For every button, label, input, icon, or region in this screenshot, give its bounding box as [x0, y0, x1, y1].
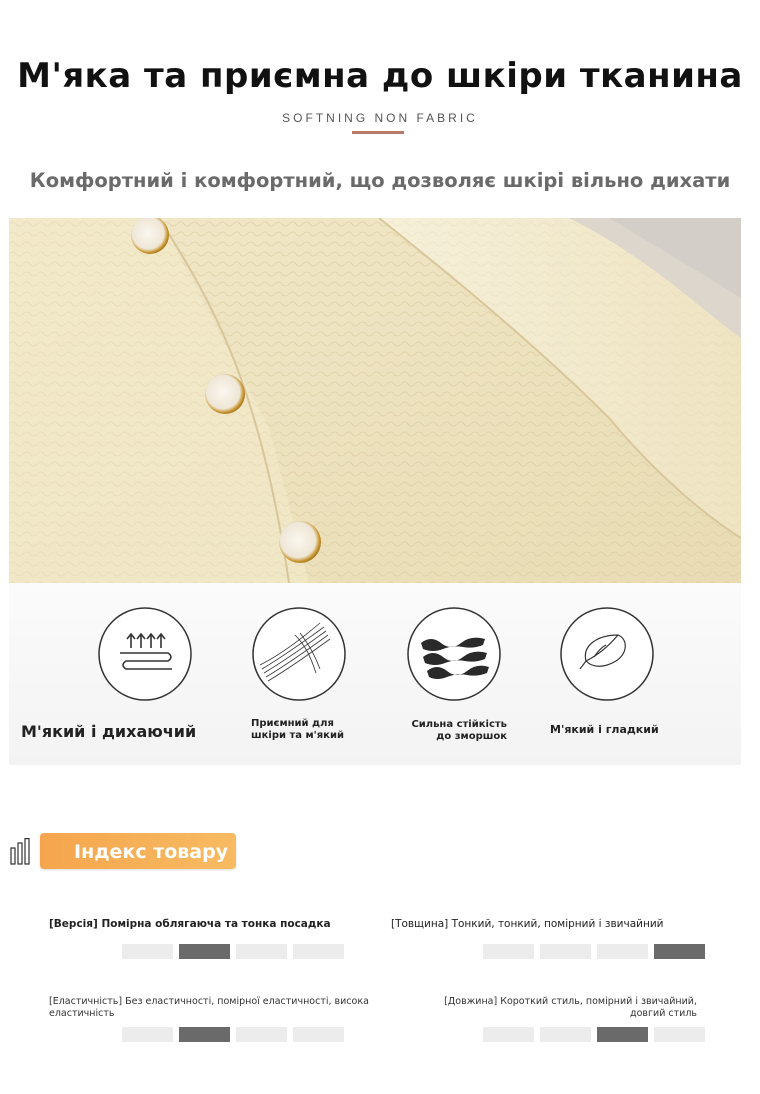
feature-label: Сильна стійкість до зморшок — [411, 719, 507, 742]
index-label-length: [Довжина] Короткий стиль, помірний і звичайний, довгий стиль — [444, 996, 697, 1019]
feature-label: М'який і гладкий — [550, 723, 659, 736]
scale-segment — [293, 944, 344, 959]
scale-segment — [597, 944, 648, 959]
scale-segment-selected — [179, 944, 230, 959]
feature-label: М'який і дихаючий — [21, 722, 197, 741]
bar-chart-icon — [10, 838, 32, 866]
fabric-illustration — [9, 218, 741, 583]
scale-segment-selected — [654, 944, 705, 959]
scale-segment — [236, 1027, 287, 1042]
wrinkle-resistant-icon — [405, 605, 503, 703]
soft-fiber-icon — [250, 605, 348, 703]
page-title: М'яка та приємна до шкіри тканина — [17, 56, 743, 96]
breathable-arrows-icon — [96, 605, 194, 703]
scale-segment-selected — [179, 1027, 230, 1042]
feature-label: Приємний для шкіри та м'який — [251, 718, 344, 741]
scale-segment — [483, 944, 534, 959]
leaf-smooth-icon — [558, 605, 656, 703]
index-scale-elasticity — [122, 1027, 344, 1042]
scale-segment — [293, 1027, 344, 1042]
index-scale-version — [122, 944, 344, 959]
scale-segment — [540, 1027, 591, 1042]
scale-segment — [236, 944, 287, 959]
scale-segment — [122, 944, 173, 959]
index-scale-thickness — [483, 944, 705, 959]
features-panel — [9, 583, 741, 765]
fabric-photo — [9, 218, 741, 583]
scale-segment — [540, 944, 591, 959]
index-scale-length — [483, 1027, 705, 1042]
index-label-elasticity: [Еластичність] Без еластичності, помірної еластичності, висока еластичність — [49, 996, 369, 1019]
index-label-version: [Версія] Помірна облягаюча та тонка посадка — [49, 918, 331, 930]
scale-segment — [654, 1027, 705, 1042]
page-subtitle: SOFTNING NON FABRIC — [282, 111, 478, 125]
product-index-title: Індекс товару — [74, 841, 229, 863]
scale-segment — [483, 1027, 534, 1042]
scale-segment — [122, 1027, 173, 1042]
title-underline — [352, 131, 404, 134]
tagline: Комфортний і комфортний, що дозволяє шкірі вільно дихати — [29, 169, 731, 192]
index-label-thickness: [Товщина] Тонкий, тонкий, помірний і звичайний — [391, 918, 664, 930]
scale-segment-selected — [597, 1027, 648, 1042]
